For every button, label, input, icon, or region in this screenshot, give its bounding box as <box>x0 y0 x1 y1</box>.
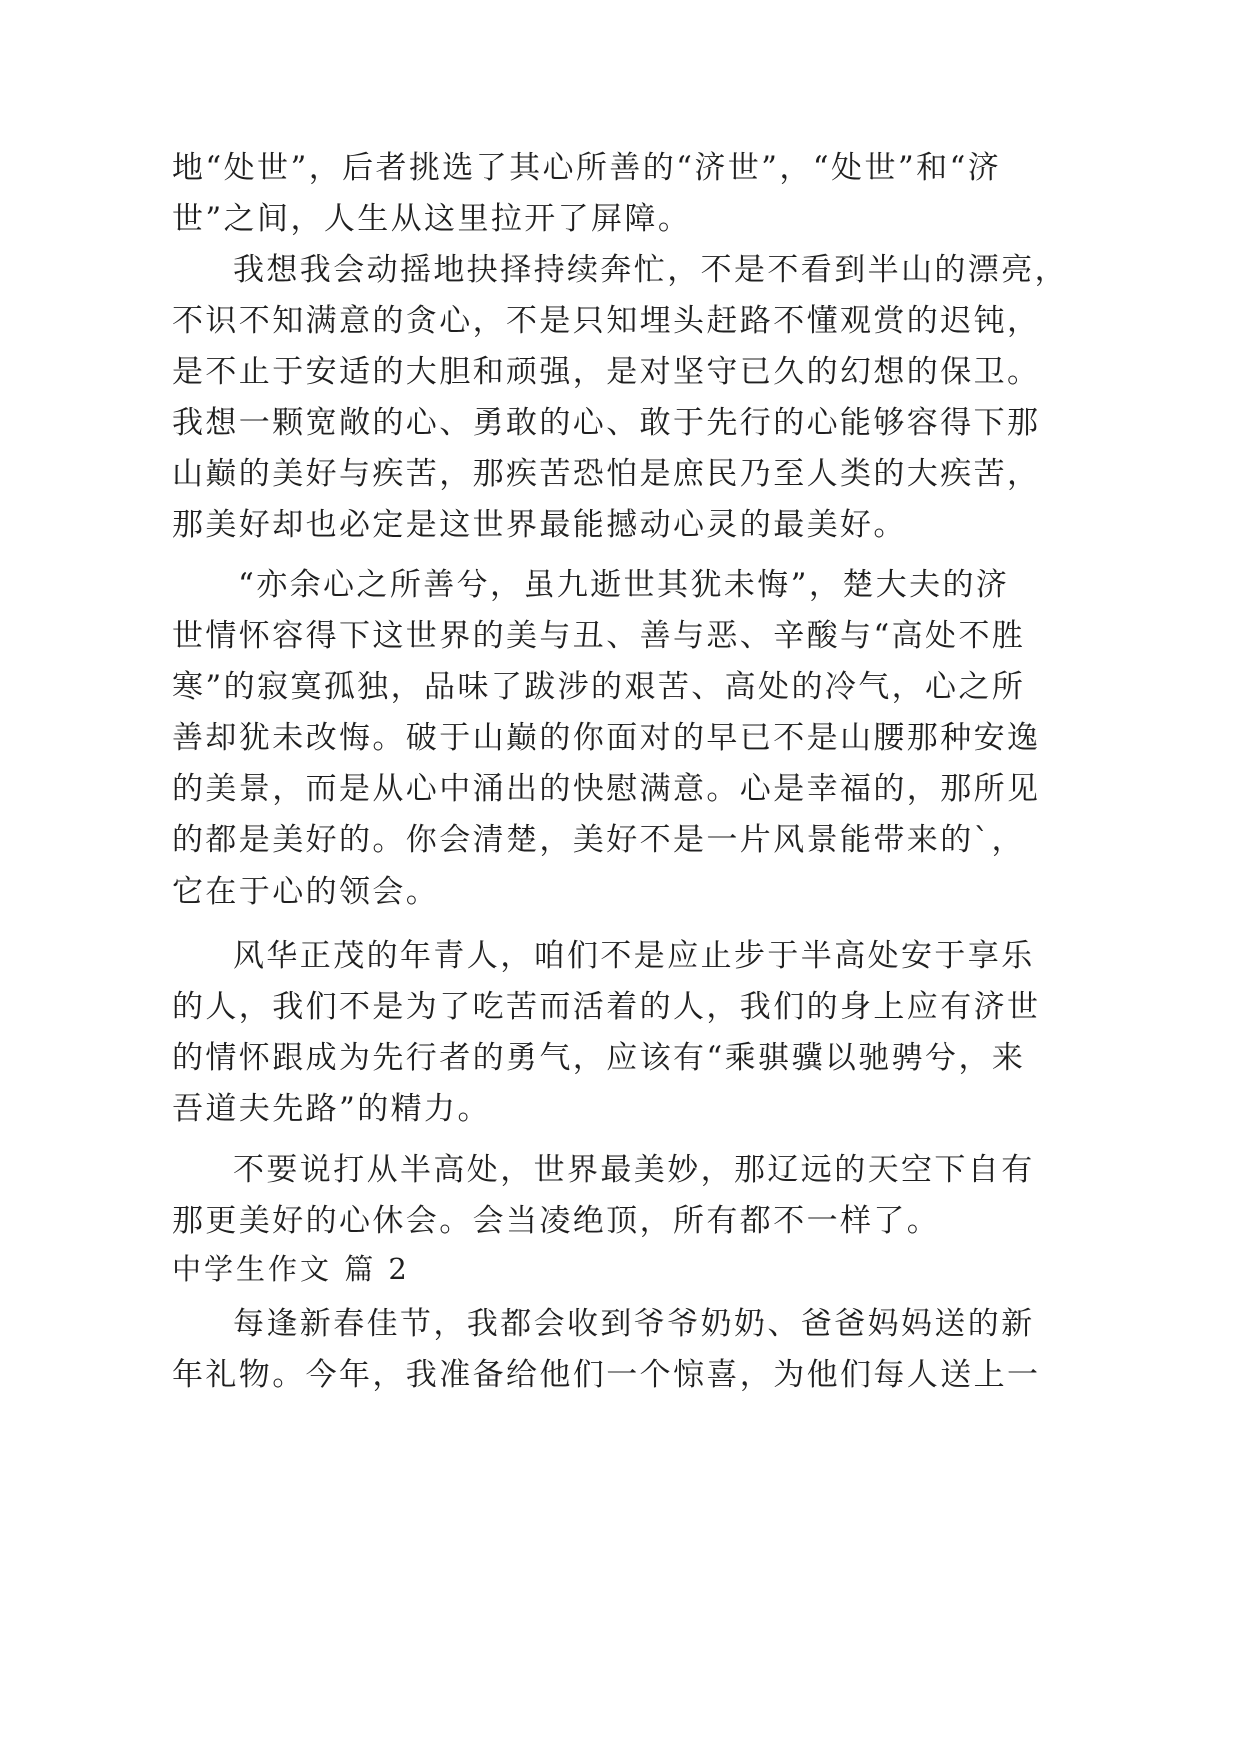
section-heading: 中学生作文 篇 2 <box>172 1252 410 1286</box>
text-line: 善却犹未改悔。破于山巅的你面对的早已不是山腰那种安逸 <box>172 720 1041 756</box>
text-line: 我想一颗宽敞的心、勇敢的心、敢于先行的心能够容得下那 <box>172 405 1041 441</box>
text-line: 世”之间，人生从这里拉开了屏障。 <box>172 201 692 237</box>
text-line: 的美景，而是从心中涌出的快慰满意。心是幸福的，那所见 <box>172 771 1041 807</box>
text-line: 是不止于安适的大胆和顽强，是对坚守已久的幻想的保卫。 <box>172 354 1041 390</box>
text-line: 的人，我们不是为了吃苦而活着的人，我们的身上应有济世 <box>172 989 1041 1025</box>
text-line: 我想我会动摇地抉择持续奔忙，不是不看到半山的漂亮， <box>233 252 1068 288</box>
text-line: 世情怀容得下这世界的美与丑、善与恶、辛酸与“高处不胜 <box>172 618 1026 654</box>
text-line: 寒”的寂寞孤独，品味了跋涉的艰苦、高处的冷气，心之所 <box>172 669 1026 705</box>
text-line: 山巅的美好与疾苦，那疾苦恐怕是庶民乃至人类的大疾苦， <box>172 456 1041 492</box>
text-line: 的都是美好的。你会清楚，美好不是一片风景能带来的`， <box>172 822 1025 858</box>
text-line: 它在于心的领会。 <box>172 874 440 910</box>
text-line: 的情怀跟成为先行者的勇气，应该有“乘骐骥以驰骋兮，来 <box>172 1040 1026 1076</box>
text-line: 吾道夫先路”的精力。 <box>172 1091 491 1127</box>
text-line: “亦余心之所善兮，虽九逝世其犹未悔”，楚大夫的济 <box>238 567 1010 603</box>
text-line: 风华正茂的年青人，咱们不是应止步于半高处安于享乐 <box>233 938 1035 974</box>
text-line: 每逢新春佳节，我都会收到爷爷奶奶、爸爸妈妈送的新 <box>233 1306 1035 1342</box>
text-line: 那美好却也必定是这世界最能撼动心灵的最美好。 <box>172 507 907 543</box>
text-line: 年礼物。今年，我准备给他们一个惊喜，为他们每人送上一 <box>172 1357 1041 1393</box>
text-line: 那更美好的心休会。会当凌绝顶，所有都不一样了。 <box>172 1203 941 1239</box>
text-line: 不要说打从半高处，世界最美妙，那辽远的天空下自有 <box>233 1152 1035 1188</box>
text-line: 不识不知满意的贪心，不是只知埋头赶路不懂观赏的迟钝， <box>172 303 1041 339</box>
text-line: 地“处世”，后者挑选了其心所善的“济世”，“处世”和“济 <box>172 150 1002 186</box>
